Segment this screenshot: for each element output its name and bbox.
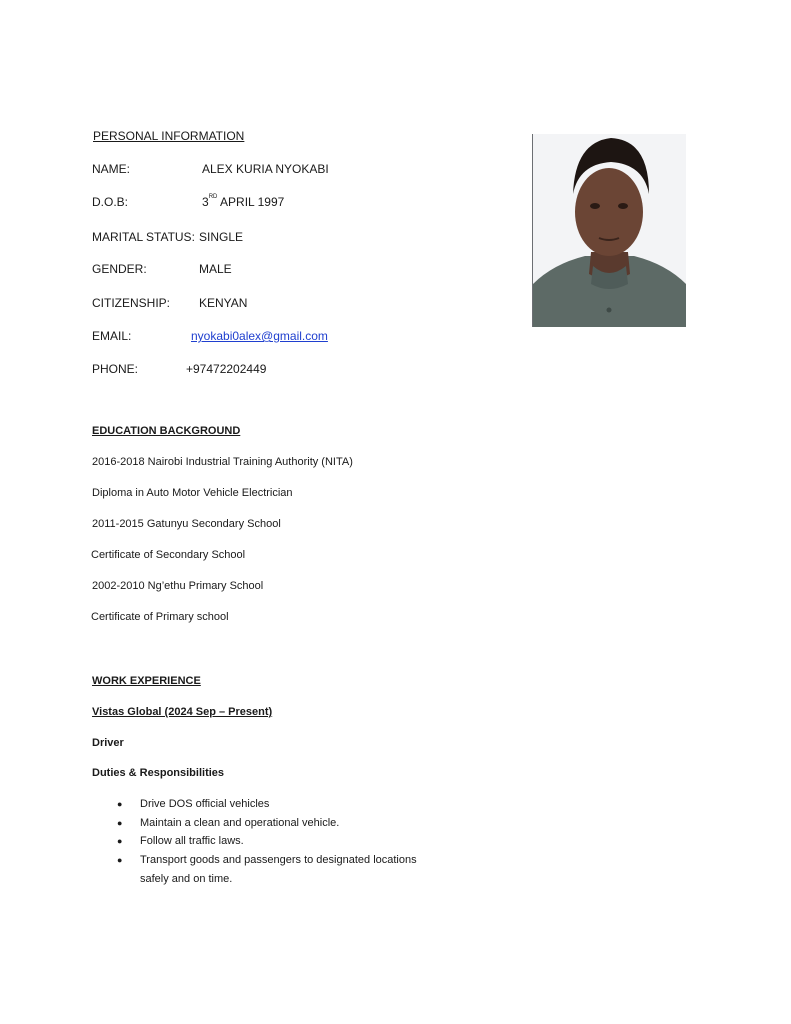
duty-item: Transport goods and passengers to designated locations (140, 854, 417, 866)
phone-label: PHONE: (92, 362, 139, 376)
education-line: Certificate of Primary school (91, 611, 229, 623)
gender-value: MALE (199, 262, 232, 276)
education-line: Certificate of Secondary School (91, 549, 246, 561)
duty-item-continued: safely and on time. (140, 873, 233, 885)
profile-photo (532, 134, 686, 327)
gender-label: GENDER: (92, 262, 147, 276)
duties-heading: Duties & Responsibilities (92, 767, 225, 779)
email-label: EMAIL: (92, 329, 132, 343)
citizenship-value: KENYAN (199, 296, 248, 310)
work-experience-heading: WORK EXPERIENCE (92, 675, 201, 687)
education-line: 2002-2010 Ng’ethu Primary School (92, 580, 264, 592)
dob-label: D.O.B: (92, 195, 129, 209)
name-value: ALEX KURIA NYOKABI (202, 162, 329, 176)
duty-item: Drive DOS official vehicles (140, 798, 270, 810)
personal-info-heading: PERSONAL INFORMATION (93, 129, 245, 143)
education-heading: EDUCATION BACKGROUND (92, 425, 241, 437)
citizenship-label: CITIZENSHIP: (92, 296, 171, 310)
dob-value: 3RD APRIL 1997 (202, 194, 285, 209)
marital-status-label: MARITAL STATUS: (92, 230, 195, 244)
phone-value: +97472202449 (186, 362, 267, 376)
education-line: 2011-2015 Gatunyu Secondary School (92, 518, 281, 530)
education-line: 2016-2018 Nairobi Industrial Training Authority (NITA) (92, 456, 353, 468)
email-link[interactable]: nyokabi0alex@gmail.com (191, 329, 328, 343)
education-line: Diploma in Auto Motor Vehicle Electrician (92, 487, 293, 499)
duty-item: Maintain a clean and operational vehicle. (140, 817, 340, 829)
name-label: NAME: (92, 162, 131, 176)
employer-title: Vistas Global (2024 Sep – Present) (92, 706, 273, 718)
bullet-icon: ● (117, 836, 123, 846)
bullet-icon: ● (117, 818, 123, 828)
duty-item: Follow all traffic laws. (140, 835, 244, 847)
bullet-icon: ● (117, 799, 123, 809)
job-role: Driver (92, 737, 124, 749)
bullet-icon: ● (117, 855, 123, 865)
marital-status-value: SINGLE (199, 230, 244, 244)
person-icon (533, 134, 686, 327)
